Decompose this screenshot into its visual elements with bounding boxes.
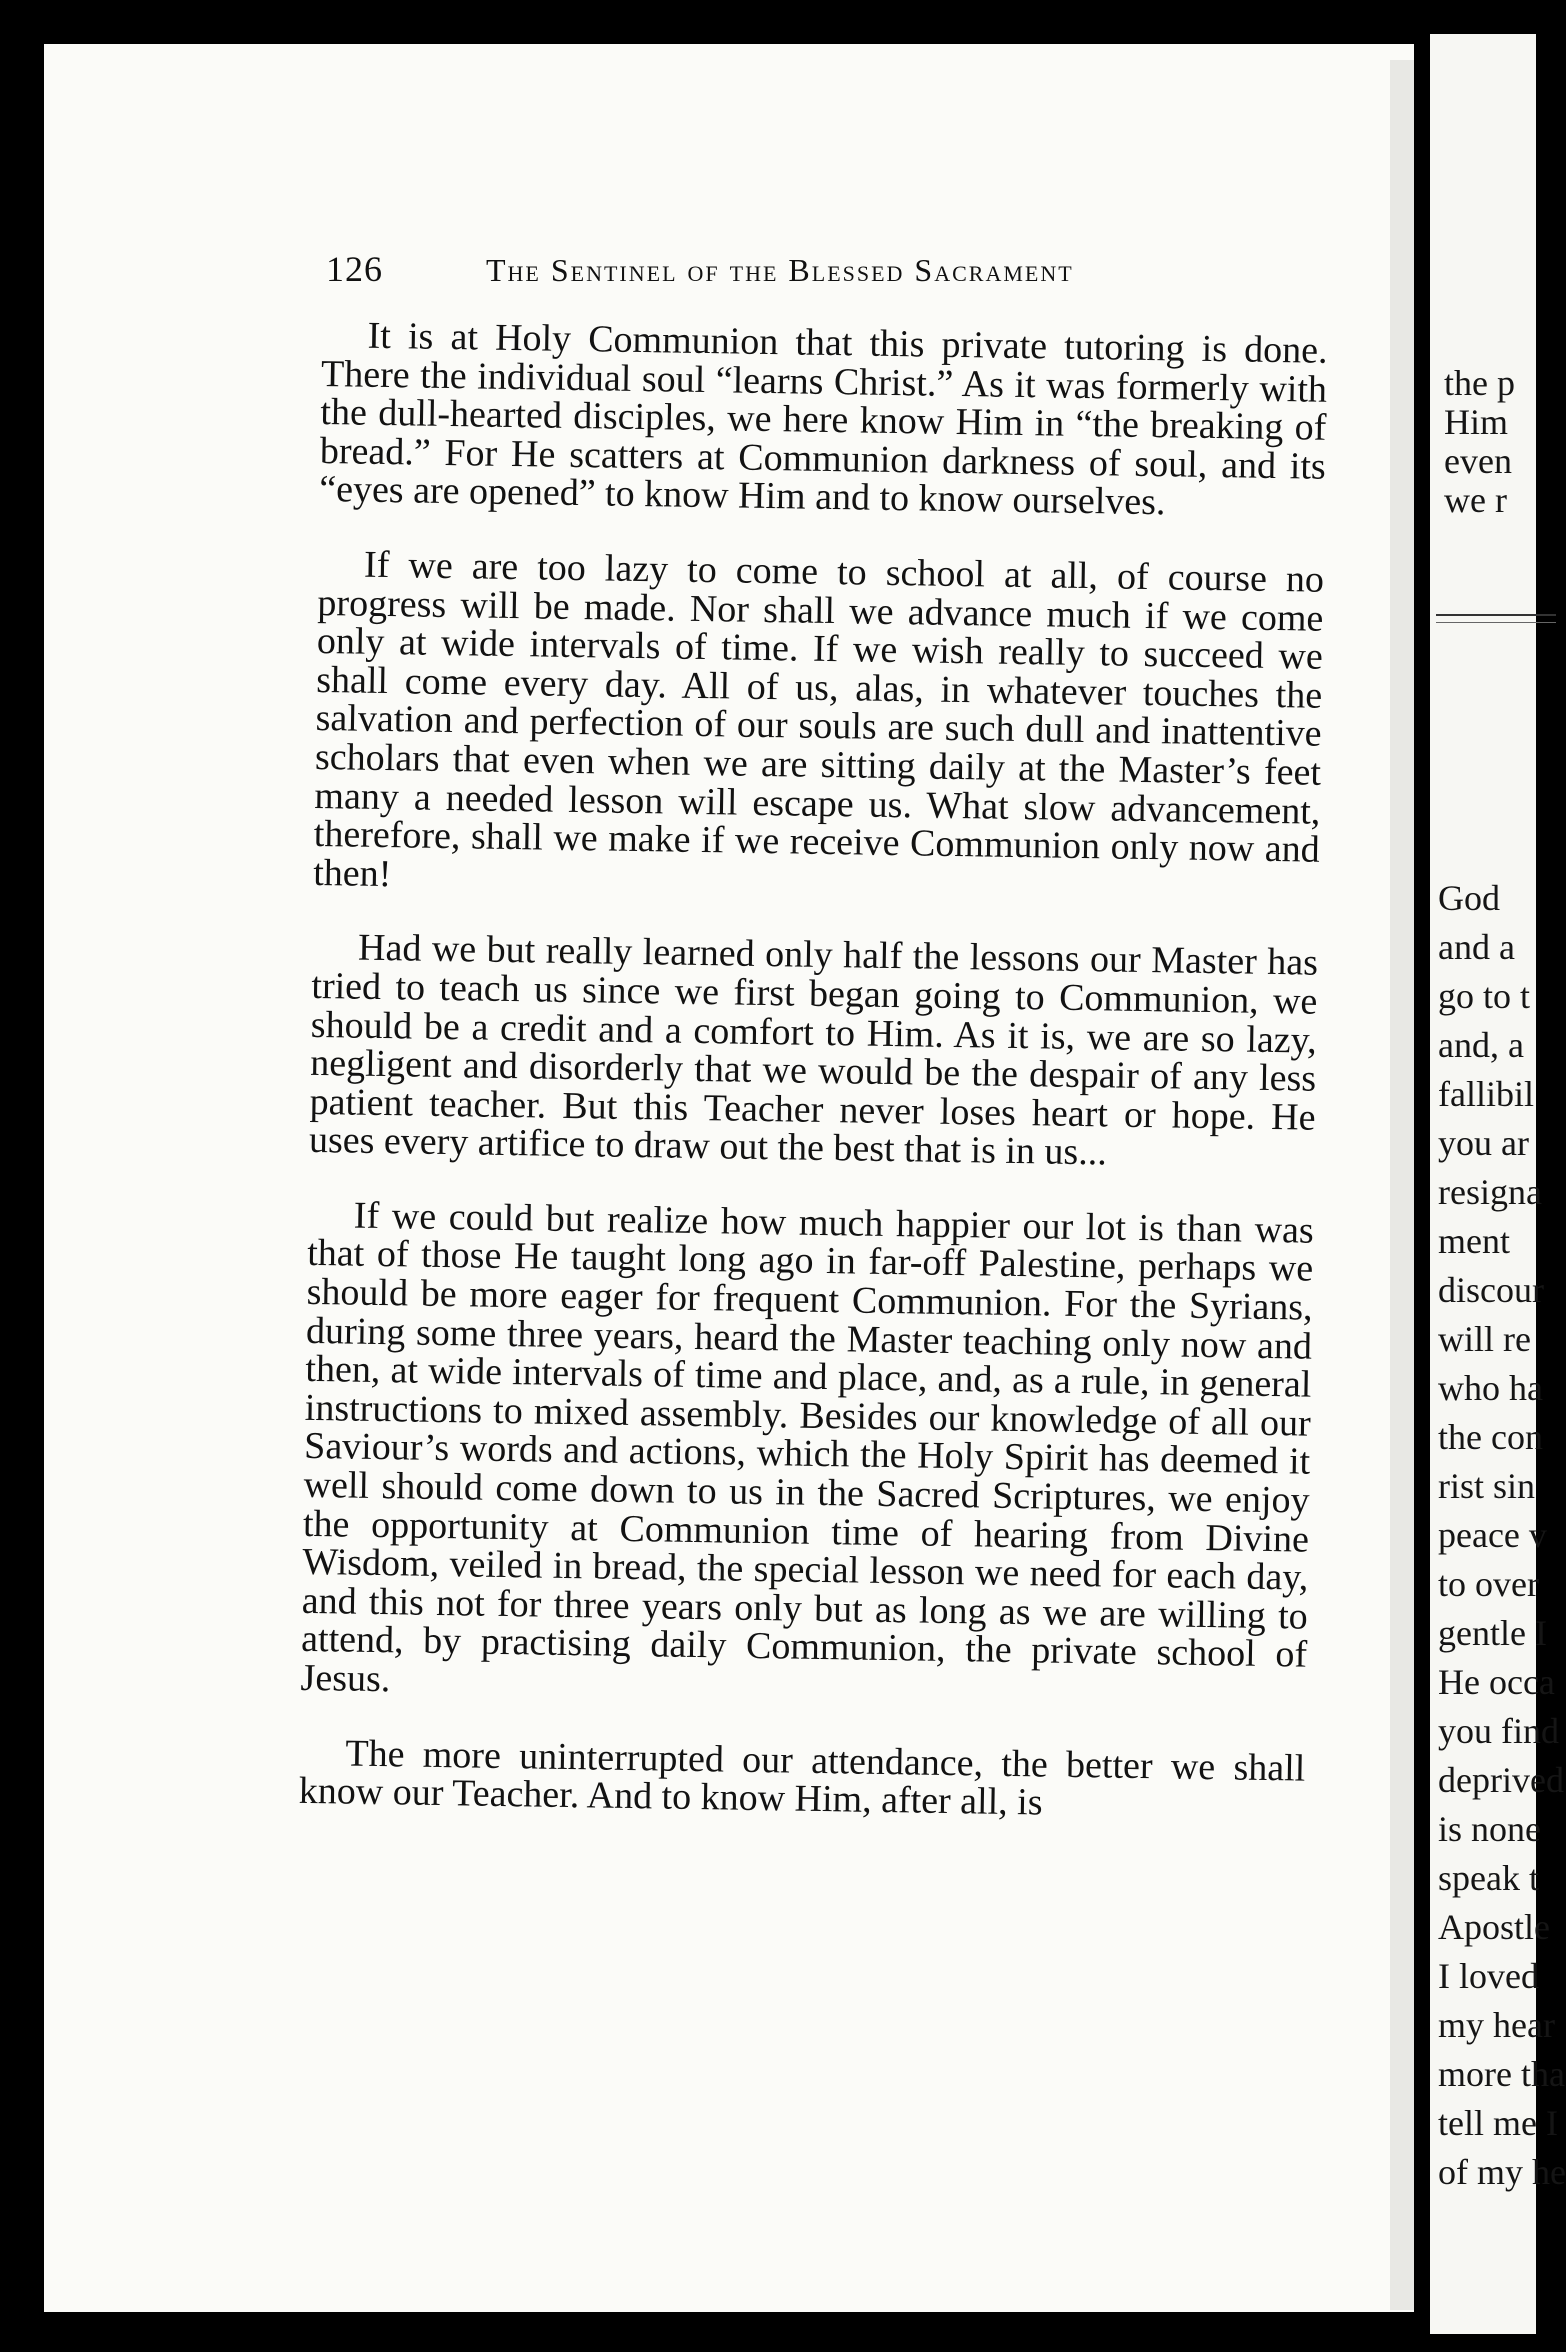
facing-line: is none <box>1438 1809 1541 1849</box>
facing-line: and a <box>1438 927 1515 967</box>
facing-line: even <box>1444 441 1512 481</box>
facing-line: tell me I <box>1438 2103 1558 2143</box>
facing-line: who ha <box>1438 1368 1543 1408</box>
facing-line: fallibil <box>1438 1074 1534 1114</box>
paragraph: If we could but realize how much happier our lot is than was that of those He taught long ago in far-off Palestine, perhaps we should be more eager for frequent Communion. For the Syrians, during some three years, heard the Master teaching only now and then, at wide intervals of time and place, and, as a rule, in general instructions to mixed assembly. Besides our knowledge of all our Saviour’s words and actions, which the Holy Spirit has deemed it well should come down to us in the Sacred Scriptures, we enjoy the opportunity at Communion time of hearing from Divine Wisdom, veiled in bread, the special lesson we need for each day, and this not for three years only but as long as we are willing to attend, by practising daily Communion, the private school of Jesus. <box>300 1194 1315 1701</box>
facing-page <box>1430 34 1566 2334</box>
facing-line: He occa <box>1438 1662 1555 1702</box>
facing-line: the con <box>1438 1417 1543 1457</box>
facing-line: of my he <box>1438 2152 1566 2192</box>
facing-line: gentle I <box>1438 1613 1547 1653</box>
facing-line: the p <box>1444 363 1515 403</box>
facing-line: ment <box>1438 1221 1510 1261</box>
facing-line: rist sin <box>1438 1466 1536 1506</box>
facing-line: peace v <box>1438 1515 1547 1555</box>
facing-line: Apostle <box>1438 1907 1550 1947</box>
facing-page-rule <box>1436 614 1556 616</box>
body-text <box>298 316 1328 1862</box>
facing-page-top-lines <box>1444 364 1564 520</box>
paragraph: If we are too lazy to come to school at all, of course no progress will be made. Nor shall we advance much if we come only at wide intervals of time. If we wish really to succeed we shall come every day. All of us, alas, in whatever touches the salvation and perfection of our souls are such dull and inattentive scholars that even when we are sitting daily at the Master’s feet many a needed lesson will escape us. What slow advancement, therefore, shall we make if we receive Communion only now and then! <box>312 543 1325 895</box>
page-number: 126 <box>326 249 383 289</box>
facing-line: we r <box>1444 480 1507 520</box>
paragraph: Had we but really learned only half the lessons our Master has tried to teach us since we first began going to Communion, we should be a credit and a comfort to Him. As it is, we are so lazy, negligent and disorderly that we would be the despair of any less patient teacher. But this Teacher never loses heart or hope. He uses every artifice to draw out the best that is in us... <box>308 926 1319 1174</box>
facing-line: more tha <box>1438 2054 1565 2094</box>
page-header <box>326 244 1326 304</box>
page-gutter <box>1390 60 1414 2310</box>
facing-line: Him <box>1444 402 1509 442</box>
paragraph: It is at Holy Communion that this private tutoring is done. There the individual soul “learns Christ.” As it was formerly with the dull-hearted disciples, we here know Him in “the breaking of bread.” For He scatters at Communion darkness of soul, and its “eyes are opened” to know Him and to know ourselves. <box>318 314 1328 524</box>
facing-page-rule-thin <box>1436 622 1556 623</box>
facing-line: deprived <box>1438 1760 1564 1800</box>
facing-line: I loved <box>1438 1956 1539 1996</box>
facing-line: discour <box>1438 1270 1544 1310</box>
facing-line: go to t <box>1438 976 1531 1016</box>
paragraph: The more uninterrupted our attendance, the better we shall know our Teacher. And to know Him, after all, is <box>298 1732 1306 1824</box>
facing-line: will re <box>1438 1319 1531 1359</box>
facing-line: speak t <box>1438 1858 1539 1898</box>
facing-page-lower-lines <box>1438 874 1566 2197</box>
running-title: The Sentinel of the Blessed Sacrament <box>486 252 1074 288</box>
facing-line: to over <box>1438 1564 1539 1604</box>
facing-line: my hear <box>1438 2005 1555 2045</box>
facing-line: resigna <box>1438 1172 1542 1212</box>
facing-line: you find <box>1438 1711 1559 1751</box>
facing-line: God <box>1438 878 1500 918</box>
facing-line: and, a <box>1438 1025 1524 1065</box>
facing-line: you ar <box>1438 1123 1529 1163</box>
